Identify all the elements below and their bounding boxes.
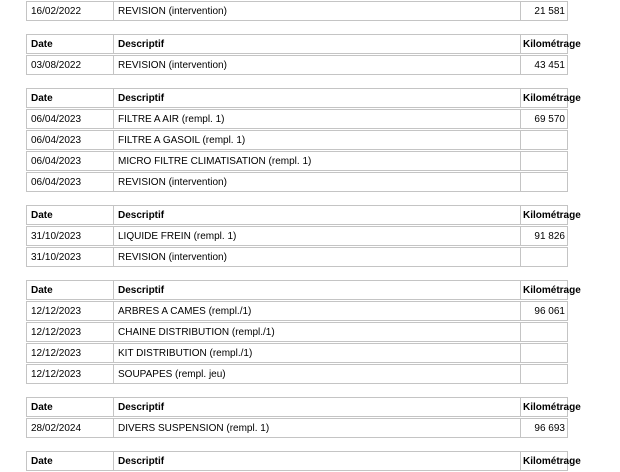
row-descriptif: MICRO FILTRE CLIMATISATION (rempl. 1) — [113, 151, 521, 171]
row-kilometrage: 91 826 — [520, 226, 568, 246]
table-header-row — [26, 88, 581, 108]
header-descriptif: Descriptif — [113, 397, 521, 417]
row-kilometrage: 69 570 — [520, 109, 568, 129]
header-date: Date — [26, 34, 114, 54]
header-descriptif: Descriptif — [113, 88, 521, 108]
row-date: 16/02/2022 — [26, 1, 114, 21]
table-row — [26, 151, 568, 171]
row-date: 12/12/2023 — [26, 343, 114, 363]
row-kilometrage: 21 581 — [520, 1, 568, 21]
header-date: Date — [26, 88, 114, 108]
table-row — [26, 130, 568, 150]
row-descriptif: KIT DISTRIBUTION (rempl./1) — [113, 343, 521, 363]
row-date: 28/02/2024 — [26, 418, 114, 438]
header-kilometrage: Kilométrage — [520, 34, 568, 54]
header-kilometrage: Kilométrage — [520, 205, 568, 225]
table-row — [26, 226, 568, 246]
row-kilometrage: 43 451 — [520, 55, 568, 75]
table-header-row — [26, 397, 581, 417]
row-descriptif: LIQUIDE FREIN (rempl. 1) — [113, 226, 521, 246]
row-date: 12/12/2023 — [26, 364, 114, 384]
table-header-row — [26, 451, 581, 471]
table-row — [26, 247, 568, 267]
table-row — [26, 109, 568, 129]
row-descriptif: DIVERS SUSPENSION (rempl. 1) — [113, 418, 521, 438]
row-kilometrage — [520, 247, 568, 267]
header-kilometrage: Kilométrage — [520, 280, 568, 300]
row-date: 03/08/2022 — [26, 55, 114, 75]
row-date: 06/04/2023 — [26, 130, 114, 150]
row-kilometrage — [520, 130, 568, 150]
row-date: 06/04/2023 — [26, 151, 114, 171]
row-kilometrage — [520, 172, 568, 192]
table-row — [26, 172, 568, 192]
row-date: 12/12/2023 — [26, 301, 114, 321]
row-kilometrage: 96 693 — [520, 418, 568, 438]
row-descriptif: FILTRE A GASOIL (rempl. 1) — [113, 130, 521, 150]
header-date: Date — [26, 205, 114, 225]
header-kilometrage: Kilométrage — [520, 397, 568, 417]
row-descriptif: FILTRE A AIR (rempl. 1) — [113, 109, 521, 129]
table-header-row — [26, 34, 581, 54]
row-descriptif: SOUPAPES (rempl. jeu) — [113, 364, 521, 384]
header-kilometrage: Kilométrage — [520, 451, 568, 471]
row-date: 31/10/2023 — [26, 226, 114, 246]
row-descriptif: REVISION (intervention) — [113, 1, 521, 21]
header-date: Date — [26, 397, 114, 417]
table-row — [26, 55, 568, 75]
table-row — [26, 301, 568, 321]
table-row — [26, 343, 568, 363]
table-row — [26, 322, 568, 342]
row-kilometrage — [520, 151, 568, 171]
header-descriptif: Descriptif — [113, 205, 521, 225]
table-header-row — [26, 205, 581, 225]
header-descriptif: Descriptif — [113, 451, 521, 471]
row-date: 12/12/2023 — [26, 322, 114, 342]
row-descriptif: REVISION (intervention) — [113, 172, 521, 192]
table-row — [26, 1, 568, 21]
row-kilometrage: 96 061 — [520, 301, 568, 321]
row-date: 31/10/2023 — [26, 247, 114, 267]
row-descriptif: REVISION (intervention) — [113, 55, 521, 75]
row-date: 06/04/2023 — [26, 109, 114, 129]
table-row — [26, 418, 568, 438]
table-header-row — [26, 280, 581, 300]
row-kilometrage — [520, 364, 568, 384]
header-descriptif: Descriptif — [113, 280, 521, 300]
header-date: Date — [26, 451, 114, 471]
row-kilometrage — [520, 343, 568, 363]
header-date: Date — [26, 280, 114, 300]
row-date: 06/04/2023 — [26, 172, 114, 192]
row-descriptif: ARBRES A CAMES (rempl./1) — [113, 301, 521, 321]
row-descriptif: CHAINE DISTRIBUTION (rempl./1) — [113, 322, 521, 342]
table-row — [26, 364, 568, 384]
header-descriptif: Descriptif — [113, 34, 521, 54]
header-kilometrage: Kilométrage — [520, 88, 568, 108]
row-kilometrage — [520, 322, 568, 342]
row-descriptif: REVISION (intervention) — [113, 247, 521, 267]
